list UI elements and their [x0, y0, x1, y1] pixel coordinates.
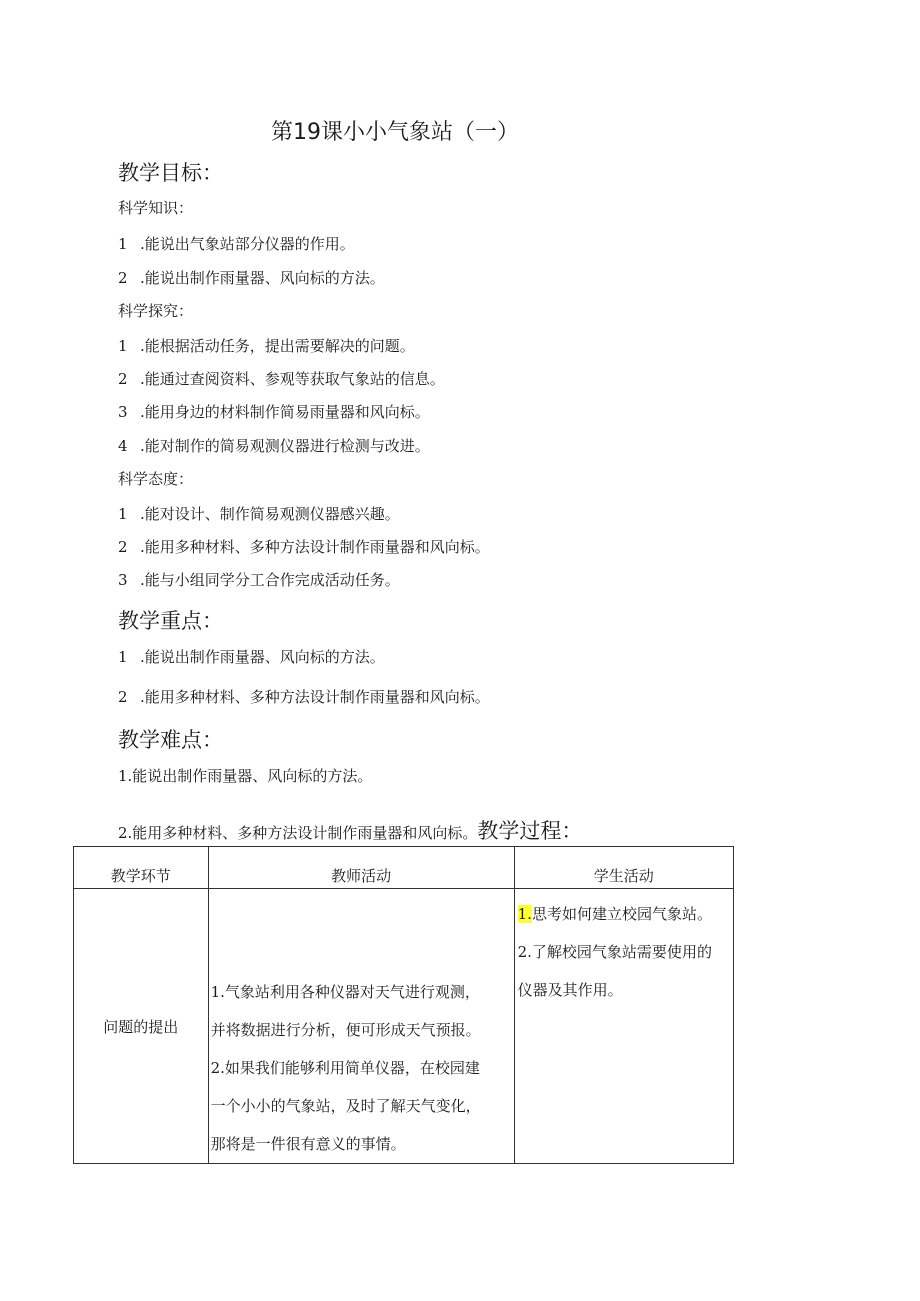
item-text: .能通过查阅资料、参观等获取气象站的信息。 — [140, 370, 445, 388]
item-text: .能用身边的材料制作简易雨量器和风向标。 — [140, 403, 430, 421]
item-number: 2 — [118, 688, 128, 706]
item-text: .能说出制作雨量器、风向标的方法。 — [140, 269, 385, 287]
student-line: 仪器及其作用。 — [517, 981, 623, 999]
difficulty-1: 1.能说出制作雨量器、风向标的方法。 — [118, 767, 373, 785]
inquiry-item-1 — [118, 337, 415, 355]
item-number: 2 — [118, 370, 128, 388]
student-line: 2.了解校园气象站需要使用的 — [517, 943, 712, 961]
objectives-heading: 教学目标： — [118, 161, 223, 185]
teacher-cell — [208, 889, 514, 1164]
table-row — [74, 889, 734, 1164]
teacher-line: 一个小小的气象站，及时了解天气变化， — [210, 1097, 481, 1115]
lesson-title: 第19课小小气象站（一） — [271, 120, 519, 145]
key-points-heading: 教学重点： — [118, 609, 223, 633]
item-text: .能用多种材料、多种方法设计制作雨量器和风向标。 — [140, 688, 490, 706]
teacher-line: 并将数据进行分析，便可形成天气预报。 — [210, 1021, 481, 1039]
item-number: 1 — [118, 505, 128, 523]
teacher-line: 1.气象站利用各种仪器对天气进行观测， — [210, 983, 480, 1001]
difficulties-heading: 教学难点： — [118, 728, 223, 752]
difficulty-2: 2.能用多种材料、多种方法设计制作雨量器和风向标。 — [118, 824, 478, 842]
item-number: 2 — [118, 269, 128, 287]
knowledge-item-2 — [118, 269, 385, 287]
item-text: .能与小组同学分工合作完成活动任务。 — [140, 571, 400, 589]
item-number: 1 — [118, 235, 128, 253]
item-number: 3 — [118, 403, 128, 421]
teacher-line: 2.如果我们能够利用简单仪器，在校园建 — [210, 1059, 480, 1077]
attitude-label: 科学态度： — [118, 470, 194, 488]
item-text: .能用多种材料、多种方法设计制作雨量器和风向标。 — [140, 538, 490, 556]
attitude-item-3 — [118, 571, 400, 589]
process-heading: 教学过程： — [477, 819, 583, 843]
header-teacher: 教师活动 — [208, 847, 514, 889]
attitude-item-1 — [118, 505, 400, 523]
inquiry-item-4 — [118, 437, 430, 455]
difficulty-2-and-process-heading — [118, 818, 582, 846]
inquiry-item-3 — [118, 403, 430, 421]
item-text: .能说出制作雨量器、风向标的方法。 — [140, 648, 385, 666]
stage-cell: 问题的提出 — [74, 889, 209, 1164]
student-line — [518, 895, 733, 933]
teacher-line: 那将是一件很有意义的事情。 — [210, 1135, 406, 1153]
key-point-1 — [118, 648, 385, 666]
item-number: 2 — [118, 538, 128, 556]
knowledge-item-1 — [118, 235, 355, 253]
item-text: .能根据活动任务，提出需要解决的问题。 — [140, 337, 415, 355]
item-number: 3 — [118, 571, 128, 589]
process-table — [73, 846, 734, 1164]
item-text: .能对设计、制作简易观测仪器感兴趣。 — [140, 505, 400, 523]
item-number: 1 — [118, 337, 128, 355]
student-cell — [514, 889, 733, 1164]
header-stage: 教学环节 — [74, 847, 209, 889]
item-text: .能说出气象站部分仪器的作用。 — [140, 235, 355, 253]
item-text: .能对制作的简易观测仪器进行检测与改进。 — [140, 437, 430, 455]
table-header-row — [74, 847, 734, 889]
student-text: 思考如何建立校园气象站。 — [531, 905, 712, 923]
item-number: 1 — [118, 648, 128, 666]
attitude-item-2 — [118, 538, 490, 556]
inquiry-label: 科学探究： — [118, 302, 194, 320]
header-student: 学生活动 — [514, 847, 733, 889]
key-point-2 — [118, 688, 490, 706]
item-number: 4 — [118, 437, 128, 455]
inquiry-item-2 — [118, 370, 445, 388]
highlighted-number: 1. — [517, 905, 532, 923]
knowledge-label: 科学知识： — [118, 199, 194, 217]
